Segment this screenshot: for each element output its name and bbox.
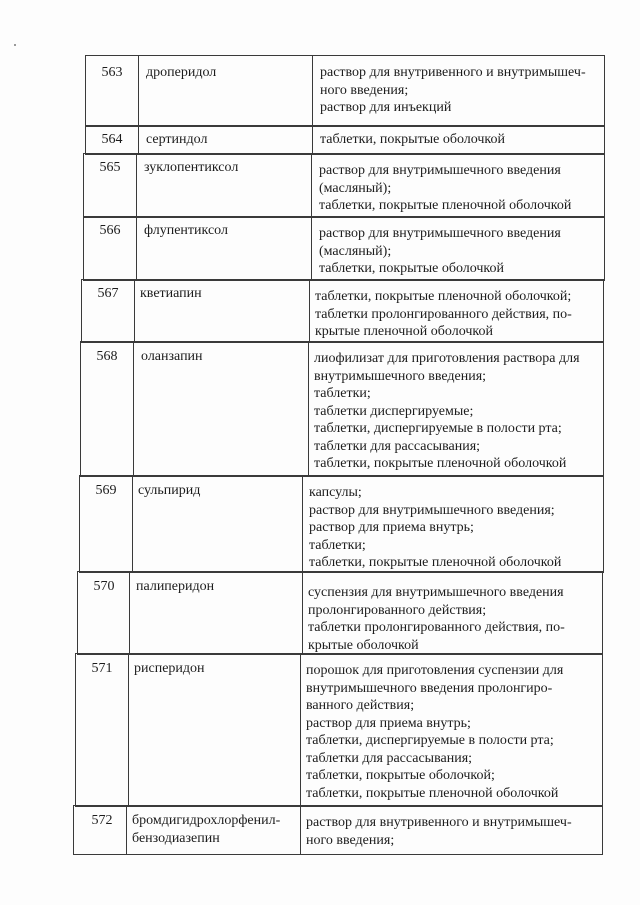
column-divider (302, 572, 303, 654)
table-row (81, 279, 604, 343)
column-divider (129, 572, 130, 654)
drug-name: оланзапин (141, 349, 203, 364)
dosage-form: лиофилизат для приготовления раствора для внутримышечного введения; таблетки; таблетки диспергируемые; таблетки, диспергируемые в полости рта; таблетки для рассасывания; таблетки, покрытые пленочной оболочкой (314, 351, 580, 471)
column-divider (312, 126, 313, 154)
drug-name: зуклопентиксол (144, 160, 239, 175)
column-divider (302, 476, 303, 572)
table-row (85, 125, 605, 155)
drug-name: сульпирид (138, 483, 201, 498)
column-divider (138, 56, 139, 126)
column-divider (136, 217, 137, 280)
row-number: 569 (95, 483, 117, 498)
drug-name: кветиапин (140, 286, 202, 301)
row-number: 567 (97, 286, 119, 301)
table-row (83, 216, 605, 281)
dosage-form: капсулы; раствор для внутримышечного введения; раствор для приема внутрь; таблетки; таблетки, покрытые пленочной оболочкой (309, 485, 562, 570)
table-row (79, 475, 604, 573)
column-divider (300, 806, 301, 854)
column-divider (312, 56, 313, 126)
table-row (77, 571, 603, 655)
row-number: 566 (99, 223, 121, 238)
column-divider (133, 342, 134, 476)
dosage-form: таблетки, покрытые оболочкой (320, 132, 506, 147)
column-divider (311, 217, 312, 280)
column-divider (126, 806, 127, 854)
drug-name: рисперидон (134, 661, 205, 676)
dosage-form: порошок для приготовления суспензии для внутримышечного введения пролонгиро- ванного действия; раствор для приема внутрь; таблетки, диспергируемые в полости рта; таблетки для рассасывания; таблетки, покрытые оболочкой; таблетки, покрытые пленочной оболочкой (306, 663, 564, 801)
dosage-form: раствор для внутривенного и внутримышеч- ного введения; раствор для инъекций (320, 65, 586, 115)
dosage-form: раствор для внутривенного и внутримышеч- ного введения; (306, 815, 572, 848)
column-divider (300, 654, 301, 806)
drug-name: палиперидон (136, 579, 215, 594)
row-number: 563 (101, 65, 123, 80)
column-divider (128, 654, 129, 806)
row-number: 565 (99, 160, 121, 175)
table-row (85, 55, 605, 127)
row-number: 564 (101, 132, 123, 147)
column-divider (136, 154, 137, 217)
column-divider (308, 342, 309, 476)
column-divider (309, 280, 310, 342)
drug-name: дроперидол (146, 65, 217, 80)
dosage-form: суспензия для внутримышечного введения пролонгированного действия; таблетки пролонгированного действия, по- крытые оболочкой (308, 585, 565, 653)
drug-name: бромдигидрохлорфенил- бензодиазепин (132, 813, 281, 846)
row-number: 572 (91, 813, 113, 828)
table-row (75, 653, 603, 807)
table-row (83, 153, 605, 218)
dosage-form: раствор для внутримышечного введения (масляный); таблетки, покрытые оболочкой (319, 226, 561, 276)
column-divider (311, 154, 312, 217)
column-divider (134, 280, 135, 342)
drug-name: флупентиксол (144, 223, 228, 238)
dosage-form: раствор для внутримышечного введения (масляный); таблетки, покрытые пленочной оболочкой (319, 163, 572, 213)
row-number: 570 (93, 579, 115, 594)
drug-name: сертиндол (146, 132, 208, 147)
dosage-form: таблетки, покрытые пленочной оболочкой; таблетки пролонгированного действия, по- крытые пленочной оболочкой (315, 289, 572, 339)
row-number: 571 (91, 661, 113, 676)
row-number: 568 (96, 349, 118, 364)
table-row (73, 805, 603, 855)
column-divider (132, 476, 133, 572)
table-row (80, 341, 604, 477)
column-divider (138, 126, 139, 154)
scan-speck (14, 44, 16, 46)
